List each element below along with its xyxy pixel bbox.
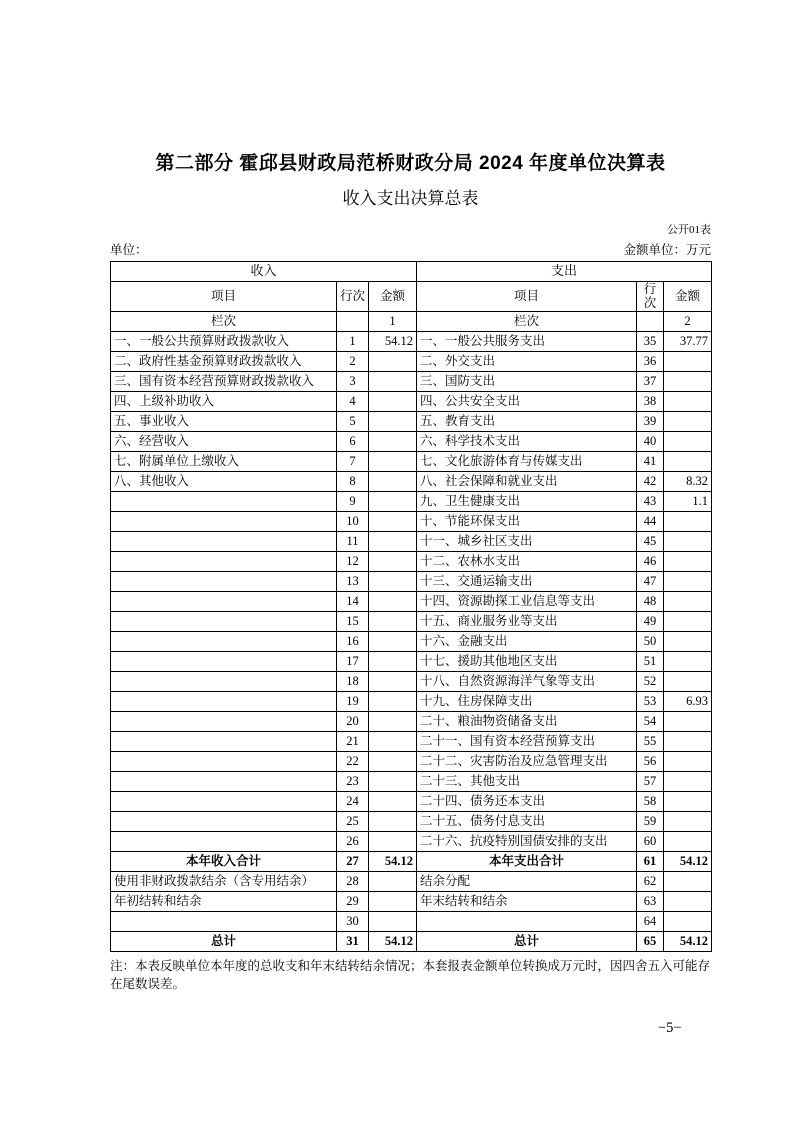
income-rowno-cell: 15 (337, 611, 369, 631)
table-row (111, 351, 712, 371)
expense-item-cell: 五、教育支出 (417, 411, 637, 431)
expense-item-cell: 十三、交通运输支出 (417, 571, 637, 591)
income-item-cell (111, 791, 337, 811)
income-amount-cell (369, 911, 417, 931)
income-amount-cell (369, 511, 417, 531)
income-amount-cell (369, 791, 417, 811)
expense-item-cell: 八、社会保障和就业支出 (417, 471, 637, 491)
table-row (111, 431, 712, 451)
expense-rowno-cell: 50 (637, 631, 664, 651)
income-item-cell: 年初结转和结余 (111, 891, 337, 911)
income-rowno-cell: 16 (337, 631, 369, 651)
income-rowno-cell: 5 (337, 411, 369, 431)
income-amount-cell (369, 871, 417, 891)
income-rowno-cell: 27 (337, 851, 369, 871)
expense-item-cell: 二十、粮油物资储备支出 (417, 711, 637, 731)
expense-rowno-cell: 60 (637, 831, 664, 851)
income-index-number: 1 (369, 311, 417, 331)
income-amount-cell (369, 591, 417, 611)
income-amount-cell: 54.12 (369, 851, 417, 871)
expense-rowno-cell: 43 (637, 491, 664, 511)
income-rowno-cell: 2 (337, 351, 369, 371)
table-row (111, 871, 712, 891)
expense-item-cell: 二十二、灾害防治及应急管理支出 (417, 751, 637, 771)
table-row (111, 451, 712, 471)
income-amount-cell (369, 551, 417, 571)
expense-rowno-cell: 42 (637, 471, 664, 491)
expense-item-cell: 十五、商业服务业等支出 (417, 611, 637, 631)
income-item-cell (111, 711, 337, 731)
income-item-cell (111, 771, 337, 791)
table-row (111, 731, 712, 751)
income-amount-cell (369, 831, 417, 851)
page-number: −5− (658, 1020, 682, 1036)
income-item-cell (111, 691, 337, 711)
expense-rowno-cell: 38 (637, 391, 664, 411)
expense-item-cell: 三、国防支出 (417, 371, 637, 391)
income-rowno-cell: 11 (337, 531, 369, 551)
income-amount-cell (369, 571, 417, 591)
expense-amount-cell: 54.12 (664, 931, 712, 951)
doc-title: 第二部分 霍邱县财政局范桥财政分局 2024 年度单位决算表 (155, 153, 666, 174)
expense-index-rowno (637, 311, 664, 331)
expense-rowno-cell: 36 (637, 351, 664, 371)
expense-item-cell: 十七、援助其他地区支出 (417, 651, 637, 671)
expense-amount-cell (664, 551, 712, 571)
income-item-cell (111, 551, 337, 571)
income-item-cell: 六、经营收入 (111, 431, 337, 451)
expense-rowno-cell: 51 (637, 651, 664, 671)
income-item-cell: 一、一般公共预算财政拨款收入 (111, 331, 337, 351)
expense-amount-cell (664, 411, 712, 431)
table-row (111, 651, 712, 671)
expense-amount-cell: 6.93 (664, 691, 712, 711)
expense-rowno-cell: 65 (637, 931, 664, 951)
income-amount-cell (369, 411, 417, 431)
expense-amount-cell (664, 371, 712, 391)
income-rowno-cell: 25 (337, 811, 369, 831)
income-rowno-cell: 4 (337, 391, 369, 411)
table-row (111, 711, 712, 731)
table-row (111, 911, 712, 931)
income-amount-cell: 54.12 (369, 331, 417, 351)
expense-rowno-cell: 61 (637, 851, 664, 871)
expense-amount-cell (664, 611, 712, 631)
expense-item-cell: 结余分配 (417, 871, 637, 891)
income-rowno-cell: 28 (337, 871, 369, 891)
doc-subtitle: 收入支出决算总表 (342, 189, 479, 208)
income-item-cell: 使用非财政拨款结余（含专用结余） (111, 871, 337, 891)
income-rowno-cell: 12 (337, 551, 369, 571)
expense-amount-cell: 37.77 (664, 331, 712, 351)
income-rowno-cell: 30 (337, 911, 369, 931)
expense-item-cell: 十、节能环保支出 (417, 511, 637, 531)
expense-amount-cell (664, 671, 712, 691)
income-amount-cell (369, 351, 417, 371)
expense-item-cell (417, 911, 637, 931)
income-item-cell: 三、国有资本经营预算财政拨款收入 (111, 371, 337, 391)
expense-rowno-cell: 57 (637, 771, 664, 791)
expense-item-cell: 总计 (417, 931, 637, 951)
section-header-row (111, 262, 712, 282)
income-item-cell (111, 651, 337, 671)
expense-amount-cell (664, 891, 712, 911)
income-item-cell (111, 751, 337, 771)
expense-item-cell: 九、卫生健康支出 (417, 491, 637, 511)
income-amount-header: 金额 (369, 282, 417, 312)
income-item-cell (111, 511, 337, 531)
table-row (111, 331, 712, 351)
expense-amount-cell (664, 351, 712, 371)
table-row (111, 371, 712, 391)
income-item-cell: 七、附属单位上缴收入 (111, 451, 337, 471)
income-item-cell: 本年收入合计 (111, 851, 337, 871)
expense-rowno-cell: 47 (637, 571, 664, 591)
expense-rowno-cell: 46 (637, 551, 664, 571)
expense-item-cell: 二十四、债务还本支出 (417, 791, 637, 811)
expense-amount-header: 金额 (664, 282, 712, 312)
income-item-header: 项目 (111, 282, 337, 312)
income-rowno-cell: 7 (337, 451, 369, 471)
expense-amount-cell (664, 811, 712, 831)
income-amount-cell (369, 751, 417, 771)
expense-rowno-cell: 62 (637, 871, 664, 891)
income-rowno-cell: 19 (337, 691, 369, 711)
expense-amount-cell (664, 731, 712, 751)
income-amount-cell (369, 671, 417, 691)
income-rowno-cell: 17 (337, 651, 369, 671)
income-item-cell: 五、事业收入 (111, 411, 337, 431)
expense-amount-cell (664, 631, 712, 651)
table-row (111, 631, 712, 651)
expense-amount-cell (664, 711, 712, 731)
expense-rowno-cell: 54 (637, 711, 664, 731)
income-rowno-cell: 26 (337, 831, 369, 851)
income-rowno-cell: 6 (337, 431, 369, 451)
table-row (111, 491, 712, 511)
expense-item-cell: 二十一、国有资本经营预算支出 (417, 731, 637, 751)
expense-rowno-cell: 45 (637, 531, 664, 551)
income-index-rowno (337, 311, 369, 331)
income-rowno-header: 行次 (337, 282, 369, 312)
income-item-cell: 四、上级补助收入 (111, 391, 337, 411)
expense-item-cell: 六、科学技术支出 (417, 431, 637, 451)
expense-index-number: 2 (664, 311, 712, 331)
document-content (110, 148, 711, 993)
income-rowno-cell: 20 (337, 711, 369, 731)
expense-amount-cell (664, 651, 712, 671)
expense-amount-cell (664, 391, 712, 411)
expense-amount-cell (664, 451, 712, 471)
expense-item-cell: 二十三、其他支出 (417, 771, 637, 791)
income-amount-cell (369, 711, 417, 731)
expense-section-header: 支出 (417, 262, 712, 282)
expense-rowno-cell: 48 (637, 591, 664, 611)
income-rowno-cell: 22 (337, 751, 369, 771)
expense-rowno-cell: 56 (637, 751, 664, 771)
unit-label: 单位： (110, 243, 148, 257)
expense-item-cell: 本年支出合计 (417, 851, 637, 871)
income-amount-cell (369, 771, 417, 791)
income-amount-cell: 54.12 (369, 931, 417, 951)
income-item-cell (111, 911, 337, 931)
expense-rowno-cell: 44 (637, 511, 664, 531)
table-row (111, 771, 712, 791)
expense-item-cell: 十一、城乡社区支出 (417, 531, 637, 551)
income-rowno-cell: 29 (337, 891, 369, 911)
income-amount-cell (369, 611, 417, 631)
income-item-cell: 八、其他收入 (111, 471, 337, 491)
expense-rowno-cell: 41 (637, 451, 664, 471)
expense-amount-cell (664, 771, 712, 791)
table-row (111, 791, 712, 811)
income-item-cell (111, 731, 337, 751)
expense-rowno-cell: 39 (637, 411, 664, 431)
income-expense-table (110, 261, 712, 952)
expense-rowno-cell: 35 (637, 331, 664, 351)
meta-line (110, 240, 711, 258)
income-rowno-cell: 1 (337, 331, 369, 351)
expense-rowno-cell: 40 (637, 431, 664, 451)
income-item-cell (111, 811, 337, 831)
income-amount-cell (369, 371, 417, 391)
expense-rowno-cell: 52 (637, 671, 664, 691)
expense-rowno-cell: 64 (637, 911, 664, 931)
expense-item-cell: 十六、金融支出 (417, 631, 637, 651)
income-amount-cell (369, 471, 417, 491)
income-item-cell (111, 671, 337, 691)
expense-amount-cell: 8.32 (664, 471, 712, 491)
expense-rowno-cell: 37 (637, 371, 664, 391)
income-amount-cell (369, 811, 417, 831)
income-rowno-cell: 13 (337, 571, 369, 591)
table-row (111, 551, 712, 571)
income-item-cell (111, 571, 337, 591)
table-row (111, 411, 712, 431)
table-row (111, 471, 712, 491)
expense-item-cell: 四、公共安全支出 (417, 391, 637, 411)
expense-amount-cell (664, 571, 712, 591)
income-item-cell (111, 531, 337, 551)
footnote: 注：本表反映单位本年度的总收支和年末结转结余情况；本套报表金额单位转换成万元时，因四舍五入可能存在尾数误差。 (110, 958, 711, 991)
table-code: 公开01表 (667, 224, 711, 236)
income-rowno-cell: 18 (337, 671, 369, 691)
income-amount-cell (369, 691, 417, 711)
expense-rowno-cell: 55 (637, 731, 664, 751)
income-item-cell (111, 491, 337, 511)
expense-item-header: 项目 (417, 282, 637, 312)
expense-amount-cell: 54.12 (664, 851, 712, 871)
income-amount-cell (369, 431, 417, 451)
table-row (111, 391, 712, 411)
income-item-cell: 总计 (111, 931, 337, 951)
expense-item-cell: 十九、住房保障支出 (417, 691, 637, 711)
income-section-header: 收入 (111, 262, 417, 282)
expense-amount-cell: 1.1 (664, 491, 712, 511)
expense-rowno-cell: 63 (637, 891, 664, 911)
expense-item-cell: 二十五、债务付息支出 (417, 811, 637, 831)
expense-rowno-cell: 58 (637, 791, 664, 811)
table-row (111, 811, 712, 831)
income-amount-cell (369, 891, 417, 911)
expense-amount-cell (664, 751, 712, 771)
amount-unit-label: 金额单位：万元 (623, 243, 711, 257)
expense-rowno-cell: 59 (637, 811, 664, 831)
income-amount-cell (369, 451, 417, 471)
income-rowno-cell: 21 (337, 731, 369, 751)
income-amount-cell (369, 651, 417, 671)
expense-item-cell: 二、外交支出 (417, 351, 637, 371)
income-item-cell (111, 611, 337, 631)
expense-item-cell: 一、一般公共服务支出 (417, 331, 637, 351)
income-item-cell (111, 591, 337, 611)
table-row (111, 691, 712, 711)
expense-item-cell: 二十六、抗疫特别国债安排的支出 (417, 831, 637, 851)
table-row (111, 591, 712, 611)
table-row (111, 851, 712, 871)
expense-rowno-cell: 49 (637, 611, 664, 631)
income-rowno-cell: 3 (337, 371, 369, 391)
income-item-cell (111, 631, 337, 651)
expense-item-cell: 七、文化旅游体育与传媒支出 (417, 451, 637, 471)
table-row (111, 831, 712, 851)
table-row (111, 751, 712, 771)
expense-amount-cell (664, 431, 712, 451)
expense-amount-cell (664, 531, 712, 551)
table-row (111, 891, 712, 911)
expense-rowno-cell: 53 (637, 691, 664, 711)
income-rowno-cell: 9 (337, 491, 369, 511)
income-amount-cell (369, 631, 417, 651)
column-index-row (111, 311, 712, 331)
income-rowno-cell: 14 (337, 591, 369, 611)
table-row (111, 571, 712, 591)
expense-amount-cell (664, 831, 712, 851)
table-row (111, 931, 712, 951)
income-amount-cell (369, 731, 417, 751)
expense-item-cell: 十四、资源勘探工业信息等支出 (417, 591, 637, 611)
column-header-row (111, 282, 712, 312)
income-rowno-cell: 8 (337, 471, 369, 491)
expense-amount-cell (664, 511, 712, 531)
table-row (111, 511, 712, 531)
expense-amount-cell (664, 871, 712, 891)
expense-amount-cell (664, 791, 712, 811)
income-rowno-cell: 24 (337, 791, 369, 811)
expense-item-cell: 年末结转和结余 (417, 891, 637, 911)
income-amount-cell (369, 391, 417, 411)
expense-amount-cell (664, 591, 712, 611)
income-amount-cell (369, 491, 417, 511)
expense-item-cell: 十二、农林水支出 (417, 551, 637, 571)
expense-item-cell: 十八、自然资源海洋气象等支出 (417, 671, 637, 691)
expense-rowno-header: 行次 (637, 282, 664, 312)
income-amount-cell (369, 531, 417, 551)
table-row (111, 671, 712, 691)
income-item-cell: 二、政府性基金预算财政拨款收入 (111, 351, 337, 371)
income-rowno-cell: 10 (337, 511, 369, 531)
table-row (111, 611, 712, 631)
income-index-label: 栏次 (111, 311, 337, 331)
expense-amount-cell (664, 911, 712, 931)
table-row (111, 531, 712, 551)
income-rowno-cell: 23 (337, 771, 369, 791)
income-rowno-cell: 31 (337, 931, 369, 951)
expense-index-label: 栏次 (417, 311, 637, 331)
table-body (111, 331, 712, 951)
income-item-cell (111, 831, 337, 851)
